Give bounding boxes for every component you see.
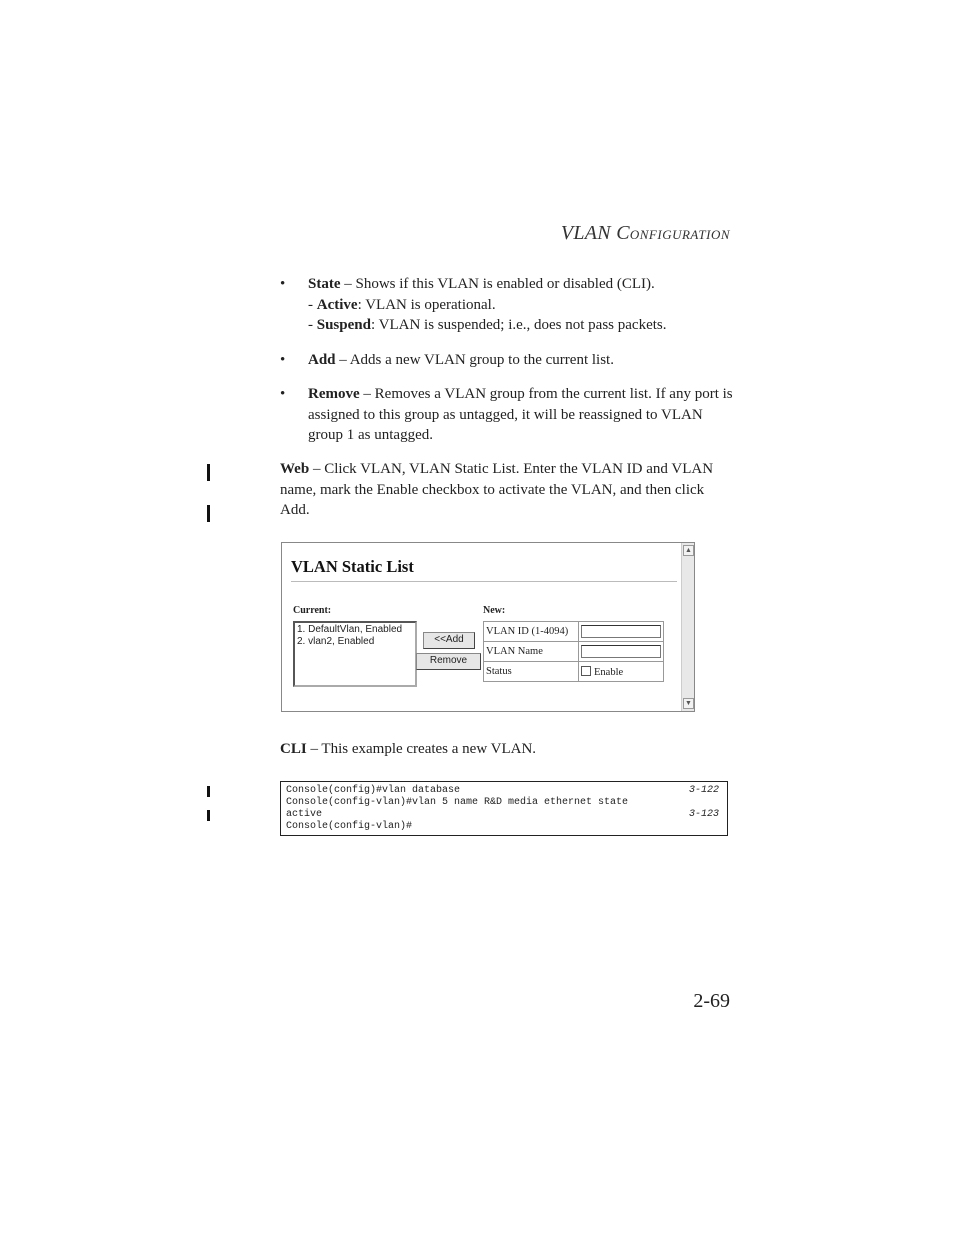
- list-item[interactable]: 2. vlan2, Enabled: [297, 636, 375, 647]
- vertical-scrollbar[interactable]: [681, 543, 694, 711]
- code-line: [286, 809, 727, 821]
- bullet-text: – Shows if this VLAN is enabled or disabled (CLI).: [340, 276, 655, 292]
- code-line: [286, 785, 727, 797]
- bullet-remove: [280, 384, 740, 446]
- vlan-id-label: VLAN ID (1-4094): [484, 622, 579, 642]
- enable-checkbox[interactable]: [581, 666, 591, 676]
- vlan-name-cell: [579, 642, 664, 662]
- cli-code-block: [280, 781, 728, 836]
- code-ref: 3-123: [688, 809, 719, 820]
- sub-text: : VLAN is suspended; i.e., does not pass packets.: [370, 317, 667, 333]
- new-vlan-form: [483, 621, 664, 682]
- panel-title: VLAN Static List: [291, 557, 414, 576]
- code-line: [286, 797, 727, 809]
- change-bar: [207, 786, 210, 797]
- code-text: active: [286, 809, 323, 820]
- new-label: New:: [483, 605, 506, 616]
- vlan-name-label: VLAN Name: [484, 642, 579, 662]
- bullet-dot: •: [280, 276, 286, 292]
- cli-text: – This example creates a new VLAN.: [306, 741, 537, 757]
- status-cell: [579, 662, 664, 682]
- bullet-term: Add: [308, 351, 336, 368]
- vlan-id-input[interactable]: [581, 625, 661, 638]
- sub-prefix: -: [308, 317, 317, 333]
- running-head-small: ONFIGURATION: [629, 227, 730, 242]
- panel-divider: [291, 581, 677, 582]
- sub-term: Suspend: [316, 317, 371, 333]
- bullet-add: [280, 350, 740, 371]
- sub-item-active: [308, 295, 740, 316]
- bullet-term: Remove: [308, 386, 360, 402]
- running-head-cap: C: [616, 222, 630, 244]
- add-button[interactable]: <<Add: [423, 632, 475, 649]
- cli-paragraph: [280, 739, 730, 760]
- scroll-down-icon[interactable]: ▼: [683, 698, 694, 709]
- web-paragraph: [280, 459, 730, 521]
- bullet-dot: •: [280, 351, 286, 368]
- code-text: Console(config)#vlan database: [286, 785, 461, 796]
- bullet-text: – Adds a new VLAN group to the current list.: [335, 351, 614, 368]
- bullet-list: [280, 274, 740, 460]
- sub-term: Active: [316, 296, 358, 313]
- change-bar: [207, 810, 210, 821]
- vlan-id-cell: [579, 622, 664, 642]
- sub-prefix: -: [308, 296, 317, 313]
- remove-button[interactable]: Remove: [416, 653, 481, 670]
- status-label: Status: [484, 662, 579, 682]
- change-bar: [207, 505, 210, 522]
- code-text: Console(config-vlan)#: [286, 821, 413, 832]
- code-line: [286, 821, 727, 833]
- running-head-main: VLAN: [560, 222, 617, 244]
- running-head: [561, 222, 730, 245]
- enable-label: Enable: [594, 666, 624, 678]
- web-term: Web: [280, 461, 310, 477]
- web-text: – Click VLAN, VLAN Static List. Enter the VLAN ID and VLAN name, mark the Enable checkbox to activate the VLAN, and then click Add.: [280, 461, 714, 518]
- page-number: 2-69: [693, 990, 730, 1012]
- bullet-dot: •: [280, 386, 286, 402]
- cli-term: CLI: [280, 741, 307, 757]
- bullet-text: – Removes a VLAN group from the current list. If any port is assigned to this group as untagged, it will be reassigned to VLAN group 1 as untagged.: [308, 386, 733, 443]
- change-bar: [207, 464, 210, 481]
- sub-text: : VLAN is operational.: [357, 296, 496, 313]
- vlan-static-list-screenshot: [281, 542, 695, 712]
- bullet-term: State: [308, 276, 341, 292]
- sub-item-suspend: [308, 315, 740, 336]
- list-item[interactable]: 1. DefaultVlan, Enabled: [297, 624, 403, 635]
- code-ref: 3-122: [688, 785, 719, 796]
- vlan-name-input[interactable]: [581, 645, 661, 658]
- code-text: Console(config-vlan)#vlan 5 name R&D media ethernet state: [286, 797, 629, 808]
- bullet-state: [280, 274, 740, 336]
- current-label: Current:: [293, 605, 332, 616]
- scroll-up-icon[interactable]: ▲: [683, 545, 694, 556]
- current-vlan-list[interactable]: [293, 621, 417, 687]
